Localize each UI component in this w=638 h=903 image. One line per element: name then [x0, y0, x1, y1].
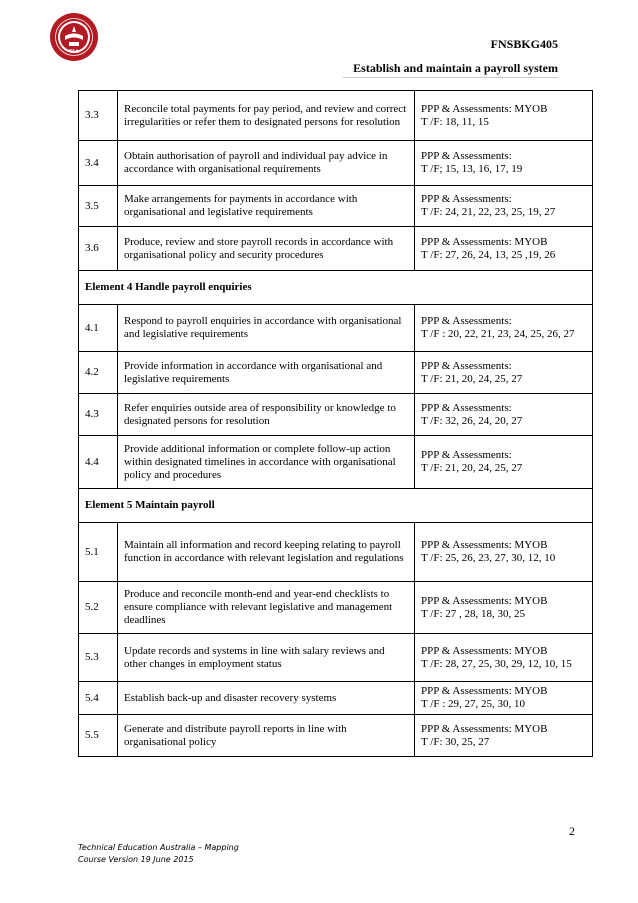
element-header-row — [79, 271, 593, 305]
evidence-true-false-items: T /F: 24, 21, 22, 23, 25, 19, 27 — [421, 206, 556, 218]
evidence-assessments: PPP & Assessments: — [421, 193, 512, 205]
evidence-assessments: PPP & Assessments: — [421, 401, 512, 414]
criterion-number: 5.2 — [79, 582, 118, 634]
table-row — [79, 682, 593, 715]
table-row — [79, 305, 593, 352]
criterion-number: 5.5 — [79, 715, 118, 757]
evidence-true-false-items: T /F: 21, 20, 24, 25, 27 — [421, 462, 523, 474]
evidence-cell — [415, 582, 593, 634]
table-row — [79, 91, 593, 141]
table-row — [79, 141, 593, 186]
criterion-description: Generate and distribute payroll reports in line with organisational policy — [118, 715, 415, 757]
evidence-assessments: PPP & Assessments: — [421, 449, 512, 461]
criterion-number: 3.5 — [79, 186, 118, 227]
tea-logo-seal — [49, 12, 99, 62]
criterion-number: 5.4 — [79, 682, 118, 715]
evidence-true-false-items: T /F; 15, 13, 16, 17, 19 — [421, 163, 523, 175]
unit-title: Establish and maintain a payroll system — [353, 61, 558, 75]
criterion-number: 3.3 — [79, 91, 118, 141]
evidence-assessments: PPP & Assessments: MYOB — [421, 102, 548, 115]
element-title: Element 5 Maintain payroll — [79, 489, 593, 523]
table-row — [79, 634, 593, 682]
criterion-description: Provide information in accordance with organisational and legislative requirements — [118, 352, 415, 394]
criterion-number: 4.3 — [79, 394, 118, 436]
evidence-true-false-items: T /F : 20, 22, 21, 23, 24, 25, 26, 27 — [421, 328, 575, 340]
criterion-description: Produce and reconcile month-end and year-end checklists to ensure compliance with relevant legislative and management deadlines — [118, 582, 415, 634]
mapping-table — [78, 90, 593, 757]
unit-code: FNSBKG405 — [490, 37, 558, 51]
criterion-number: 4.2 — [79, 352, 118, 394]
evidence-true-false-items: T /F: 27 , 28, 18, 30, 25 — [421, 607, 526, 620]
evidence-cell — [415, 305, 593, 352]
evidence-assessments: PPP & Assessments: — [421, 150, 512, 162]
evidence-assessments: PPP & Assessments: — [421, 315, 512, 327]
criterion-description: Make arrangements for payments in accordance with organisational and legislative requirements — [118, 186, 415, 227]
evidence-cell — [415, 186, 593, 227]
evidence-true-false-items: T /F: 27, 26, 24, 13, 25 ,19, 26 — [421, 248, 556, 261]
evidence-cell — [415, 682, 593, 715]
header-divider — [343, 77, 558, 78]
evidence-cell — [415, 436, 593, 489]
logo-text: TEA — [69, 50, 79, 55]
table-row — [79, 523, 593, 582]
evidence-true-false-items: T /F: 25, 26, 23, 27, 30, 12, 10 — [421, 552, 556, 564]
evidence-true-false-items: T /F : 29, 27, 25, 30, 10 — [421, 698, 526, 710]
evidence-assessments: PPP & Assessments: MYOB — [421, 685, 548, 697]
criterion-description: Maintain all information and record keeping relating to payroll function in accordance with relevant legislation and regulations — [118, 523, 415, 582]
evidence-cell — [415, 141, 593, 186]
evidence-true-false-items: T /F: 32, 26, 24, 20, 27 — [421, 414, 523, 427]
criterion-description: Establish back-up and disaster recovery systems — [118, 682, 415, 715]
footer-line-1: Technical Education Australia – Mapping — [78, 843, 239, 852]
page-number: 2 — [569, 824, 575, 838]
criterion-number: 3.6 — [79, 227, 118, 271]
evidence-assessments: PPP & Assessments: MYOB — [421, 722, 548, 735]
table-row — [79, 715, 593, 757]
element-header-row — [79, 489, 593, 523]
criterion-number: 5.1 — [79, 523, 118, 582]
evidence-assessments: PPP & Assessments: MYOB — [421, 235, 548, 248]
criterion-description: Refer enquiries outside area of responsibility or knowledge to designated persons for resolution — [118, 394, 415, 436]
table-row — [79, 186, 593, 227]
criterion-number: 5.3 — [79, 634, 118, 682]
evidence-assessments: PPP & Assessments: — [421, 359, 512, 372]
evidence-cell — [415, 634, 593, 682]
evidence-cell — [415, 523, 593, 582]
evidence-cell — [415, 715, 593, 757]
criterion-number: 4.1 — [79, 305, 118, 352]
evidence-assessments: PPP & Assessments: MYOB — [421, 539, 548, 551]
criterion-description: Obtain authorisation of payroll and individual pay advice in accordance with organisational requirements — [118, 141, 415, 186]
evidence-cell — [415, 91, 593, 141]
criterion-description: Provide additional information or complete follow-up action within designated timelines in accordance with organisational policy and procedures — [118, 436, 415, 489]
criterion-number: 4.4 — [79, 436, 118, 489]
table-row — [79, 436, 593, 489]
evidence-cell — [415, 227, 593, 271]
criterion-description: Produce, review and store payroll records in accordance with organisational policy and security procedures — [118, 227, 415, 271]
table-row — [79, 394, 593, 436]
criterion-description: Respond to payroll enquiries in accordance with organisational and legislative requirements — [118, 305, 415, 352]
evidence-assessments: PPP & Assessments: MYOB — [421, 644, 548, 657]
criterion-description: Update records and systems in line with salary reviews and other changes in employment status — [118, 634, 415, 682]
evidence-cell — [415, 394, 593, 436]
evidence-true-false-items: T /F: 21, 20, 24, 25, 27 — [421, 372, 523, 385]
table-row — [79, 582, 593, 634]
evidence-assessments: PPP & Assessments: MYOB — [421, 594, 548, 607]
footer — [78, 842, 239, 866]
element-title: Element 4 Handle payroll enquiries — [79, 271, 593, 305]
table-row — [79, 352, 593, 394]
evidence-true-false-items: T /F: 28, 27, 25, 30, 29, 12, 10, 15 — [421, 657, 572, 670]
evidence-cell — [415, 352, 593, 394]
criterion-description: Reconcile total payments for pay period, and review and correct irregularities or refer them to designated persons for resolution — [118, 91, 415, 141]
criterion-number: 3.4 — [79, 141, 118, 186]
evidence-true-false-items: T /F: 18, 11, 15 — [421, 115, 489, 128]
footer-line-2: Course Version 19 June 2015 — [78, 855, 194, 864]
table-row — [79, 227, 593, 271]
evidence-true-false-items: T /F: 30, 25, 27 — [421, 735, 490, 748]
